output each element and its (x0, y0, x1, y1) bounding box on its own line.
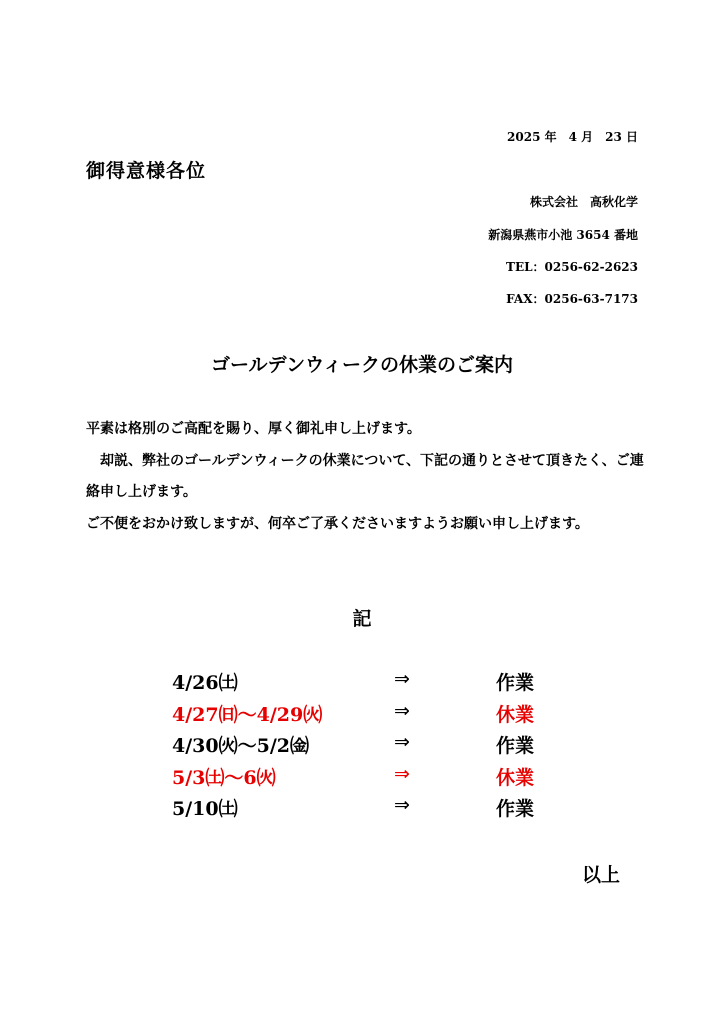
schedule-list (172, 668, 592, 826)
document-title: ゴールデンウィークの休業のご案内 (210, 354, 514, 376)
document-date: 2025 年 4 月 23 日 (507, 130, 638, 144)
schedule-status: 作業 (496, 735, 535, 757)
sender-address: 新潟県燕市小池 3654 番地 (488, 228, 638, 242)
arrow-icon: ⇒ (394, 731, 410, 753)
body-paragraph-3: ご不便をおかけ致しますが、何卒ご了承くださいますようお願い申し上げます。 (86, 515, 589, 532)
schedule-dates: 4/27㈰～4/29㈫ (172, 703, 323, 726)
arrow-icon: ⇒ (394, 699, 410, 722)
body-text (86, 414, 646, 540)
body-paragraph-1: 平素は格別のご高配を賜り、厚く御礼申し上げます。 (86, 421, 421, 437)
schedule-dates: 5/3㈯～6㈫ (172, 766, 276, 789)
addressee: 御得意様各位 (86, 160, 207, 182)
schedule-status: 休業 (496, 766, 535, 789)
schedule-status: 作業 (496, 798, 535, 820)
arrow-icon: ⇒ (394, 794, 410, 816)
sender-fax: FAX：0256-63-7173 (506, 292, 638, 306)
closing-text: 以上 (581, 864, 620, 886)
arrow-icon: ⇒ (394, 762, 410, 785)
arrow-icon: ⇒ (394, 668, 410, 690)
schedule-dates: 5/10㈯ (172, 798, 238, 820)
schedule-row-holiday (172, 700, 592, 732)
schedule-row (172, 668, 592, 700)
sender-company: 株式会社 高秋化学 (529, 195, 638, 209)
schedule-status: 作業 (496, 672, 535, 694)
schedule-dates: 4/30㈫～5/2㈮ (172, 735, 309, 757)
schedule-status: 休業 (496, 703, 535, 726)
schedule-row (172, 731, 592, 763)
sender-tel: TEL：0256-62-2623 (506, 260, 638, 274)
schedule-row-holiday (172, 763, 592, 795)
schedule-dates: 4/26㈯ (172, 672, 238, 694)
schedule-row (172, 794, 592, 826)
ki-heading: 記 (352, 608, 372, 630)
body-paragraph-2: 却説、弊社のゴールデンウィークの休業について、下記の通りとさせて頂きたく、ご連絡申し上げます。 (86, 452, 644, 500)
